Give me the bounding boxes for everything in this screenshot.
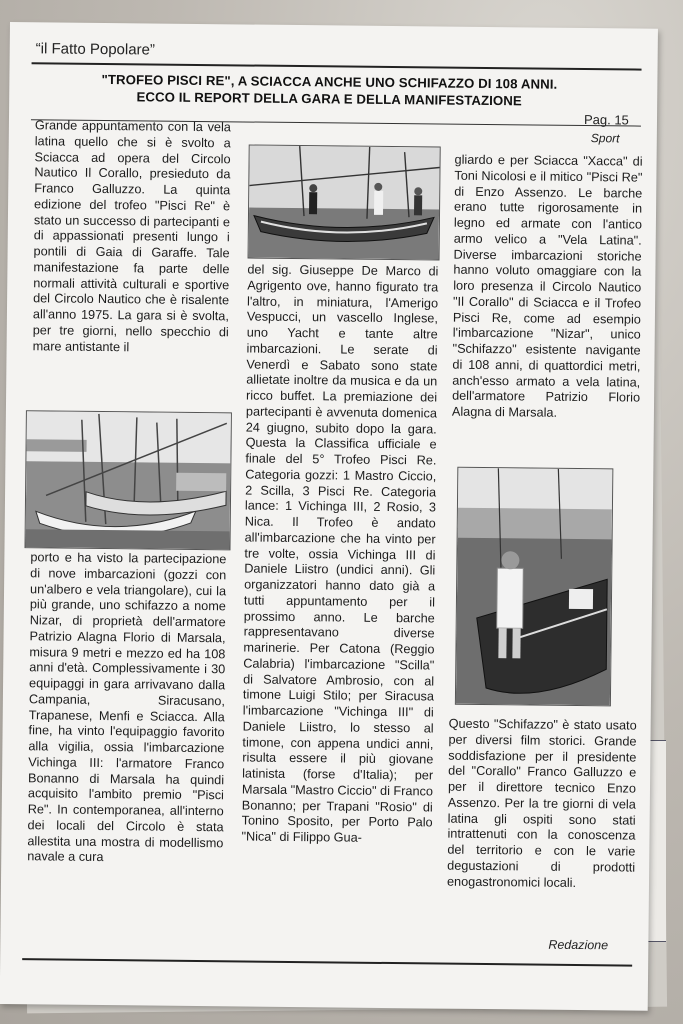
section-label: Sport: [590, 131, 620, 146]
column-1-bottom: [27, 550, 226, 867]
headline-line-1: "TROFEO PISCI RE", A SCIACCA ANCHE UNO SCHIFAZZO DI 108 ANNI.: [101, 71, 558, 92]
header-rule: [32, 62, 642, 70]
column-3-top: [452, 153, 643, 423]
headline-line-2: ECCO IL REPORT DELLA GARA E DELLA MANIFESTAZIONE: [136, 89, 522, 109]
footer-rule: [22, 958, 632, 966]
newspaper-page: [0, 22, 658, 1011]
publication-name: “il Fatto Popolare”: [35, 40, 156, 59]
column-1-top: [33, 118, 231, 356]
page-number: Pag. 15: [583, 112, 629, 128]
article-paragraph: Questo "Schifazzo" è stato usato per diversi film storici. Grande soddisfazione per il presidente del "Corallo" Franco Galluzzo e per il direttore tecnico Enzo Assenzo. Per la tre giorni di vela latina gli ospiti sono stati intrattenuti con la conoscenza del territorio e con le varie degustazioni di prodotti enogastronomici locali.: [446, 716, 637, 890]
article-paragraph: Grande appuntamento con la vela latina quello che si è svolto a Sciacca ad opera del Circolo Nautico Il Corallo, presieduto da Franco Galluzzo. La quinta edizione del trofeo "Pisci Re" è stato un successo di partecipanti e di appassionati presenti lungo i pontili di Gaia di Garaffe. Tale manifestazione fa parte delle normali attività culturali e sportive del Circolo Nautico che è risalente all'anno 1975. La gara si è svolta, per tre giorni, nello specchio di mare antistante il: [32, 118, 231, 354]
article-paragraph: porto e ha visto la partecipazione di nove imbarcazioni (gozzi con un'albero e vela triangolare), cui la più grande, uno schifazzo a nome Nizar, di proprietà dell'armatore Patrizio Alagna Florio di Marsala, misura 9 metri e mezzo ed ha 108 anni d'età. Complessivamente i 30 equipaggi in gara arrivavano dalla Campania, Siracusano, Trapanese, Menfi e Sciacca. Alla fine, ha vinto l'equipaggio favorito alla vigilia, ossia l'imbarcazione Vichinga III: l'armatore Franco Bonanno di Marsala ha quindi acquisito l'ambito premio "Pisci Re". In contemporanea, all'interno dei locali del Circolo è stata allestita una mostra di modellismo navale a cura: [27, 550, 227, 865]
article-headline: [49, 70, 609, 110]
column-3-bottom: [447, 717, 637, 892]
byline-redazione: Redazione: [548, 937, 609, 953]
article-paragraph: del sig. Giuseppe De Marco di Agrigento ove, hanno figurato tra l'altro, in miniatura, l'Amerigo Vespucci, un vascello Inglese, uno Yacht e tante altre imbarcazioni. Le serate di Venerdì e Sabato sono state allietate inoltre da musica e da un ricco buffet. La premiazione dei partecipanti è avvenuta domenica 24 giugno, subito dopo la gara. Questa la Classifica ufficiale e finale del 5° Trofeo Pisci Re. Categoria gozzi: 1 Mastro Ciccio, 2 Scilla, 3 Pisci Re. Categoria lance: 1 Vichinga III, 2 Rosio, 3 Nica. Il Trofeo è andato all'imbarcazione che ha vinto per tre volte, ossia Vichinga III di Daniele Liistro (undici anni). Gli organizzatori hanno dato già a tutti appuntamento per il prossimo anno. Le barche rappresentavano diverse marinerie. Per Catona (Reggio Calabria) l'imbarcazione "Scilla" di Salvatore Ambrosio, con al timone Luigi Stilo; per Siracusa l'imbarcazione "Vichinga III" di Daniele Liistro, lo stesso al timone, con appena undici anni, risulta essere il più giovane latinista (forse d'Italia); per Marsala "Mastro Ciccio" di Franco Bonanno; per Trapani "Rosio" di Tonino Sposito, per Porto Palo "Nica" di Filippo Gua-: [241, 262, 439, 845]
column-2: [241, 263, 438, 848]
photo-man-on-schifazzo: [455, 467, 613, 707]
photo-boats-harbor: [24, 410, 231, 550]
photo-sailors-on-boat: [248, 145, 441, 261]
article-paragraph: gliardo e per Sciacca "Xacca" di Toni Nicolosi e il mitico "Pisci Re" di Enzo Assenzo. Le barche erano tutte rigorosamente in legno ed armate con l'antico armo velico a "Vela Latina". Diverse imbarcazioni storiche hanno voluto omaggiare con la loro presenza il Circolo Nautico "Il Corallo" di Sciacca e il Trofeo Pisci Re, come ad esempio l'imbarcazione "Nizar", unico "Schifazzo" esistente navigante di 108 anni, di quattordici metri, anch'esso armato a vela latina, dell'armatore Patrizio Florio Alagna di Marsala.: [451, 152, 643, 420]
